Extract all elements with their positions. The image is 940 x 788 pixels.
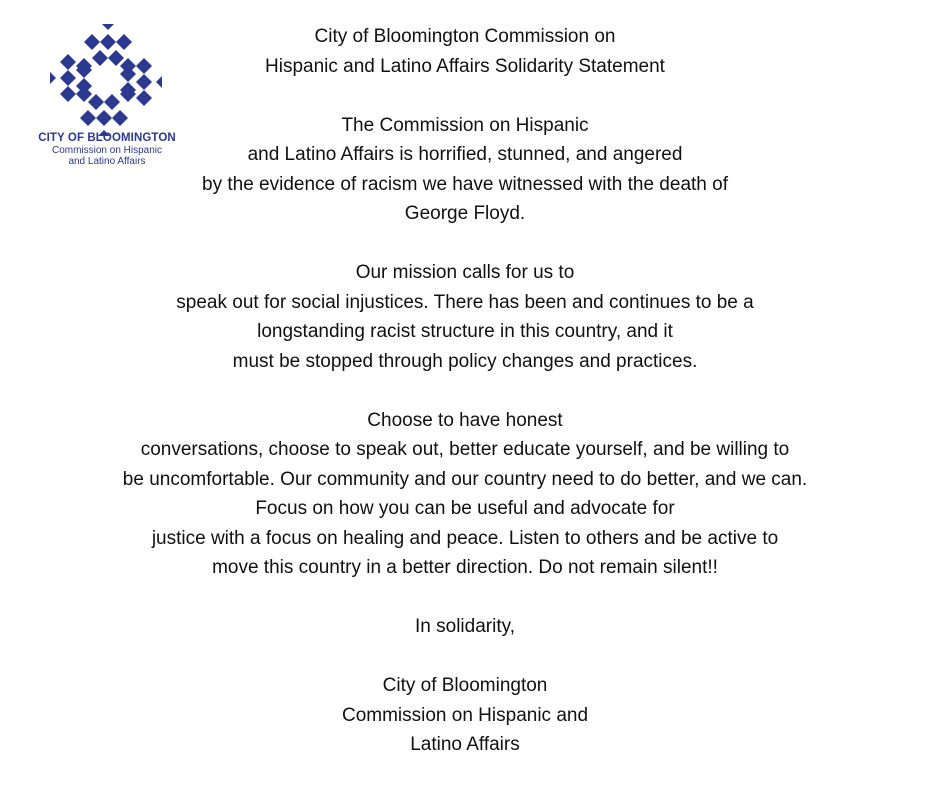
paragraph-line: must be stopped through policy changes and practices. xyxy=(232,350,698,372)
spacer xyxy=(60,376,870,406)
spacer xyxy=(60,642,870,672)
signature-line: City of Bloomington xyxy=(382,675,548,696)
statement-body xyxy=(60,22,870,760)
paragraph-line: move this country in a better direction. Do not remain silent!! xyxy=(212,557,718,578)
paragraph-line: speak out for social injustices. There has been and continues to be a xyxy=(176,291,754,313)
paragraph-line: Choose to have honest xyxy=(367,409,563,431)
paragraph-line: Our mission calls for us to xyxy=(355,262,575,283)
spacer xyxy=(60,229,870,259)
paragraph-line: conversations, choose to speak out, better educate yourself, and be willing to xyxy=(140,439,790,460)
paragraph-line: be uncomfortable. Our community and our country need to do better, and we can. xyxy=(122,468,808,490)
heading-line: Hispanic and Latino Affairs Solidarity Statement xyxy=(265,55,665,77)
paragraph-line: The Commission on Hispanic xyxy=(341,114,589,136)
paragraph-line: by the evidence of racism we have witnessed with the death of xyxy=(202,173,728,195)
signature-line: Commission on Hispanic and xyxy=(341,704,589,726)
paragraph-line: longstanding racist structure in this country, and it xyxy=(257,321,673,342)
paragraph-line: George Floyd. xyxy=(404,203,526,224)
logo-title: CITY OF BLOOMINGTON xyxy=(38,132,176,144)
logo-subtitle-line2: and Latino Affairs xyxy=(68,156,146,167)
signature-line: Latino Affairs xyxy=(410,734,520,755)
paragraph-line: Focus on how you can be useful and advocate for xyxy=(255,498,675,519)
closing-line: In solidarity, xyxy=(415,616,515,637)
spacer xyxy=(60,583,870,613)
heading-line: City of Bloomington Commission on xyxy=(314,26,616,47)
paragraph-line: and Latino Affairs is horrified, stunned, and angered xyxy=(247,144,683,165)
paragraph-line: justice with a focus on healing and peace. Listen to others and be active to xyxy=(151,527,779,549)
spacer xyxy=(60,81,870,111)
logo-subtitle-line1: Commission on Hispanic xyxy=(51,145,163,156)
